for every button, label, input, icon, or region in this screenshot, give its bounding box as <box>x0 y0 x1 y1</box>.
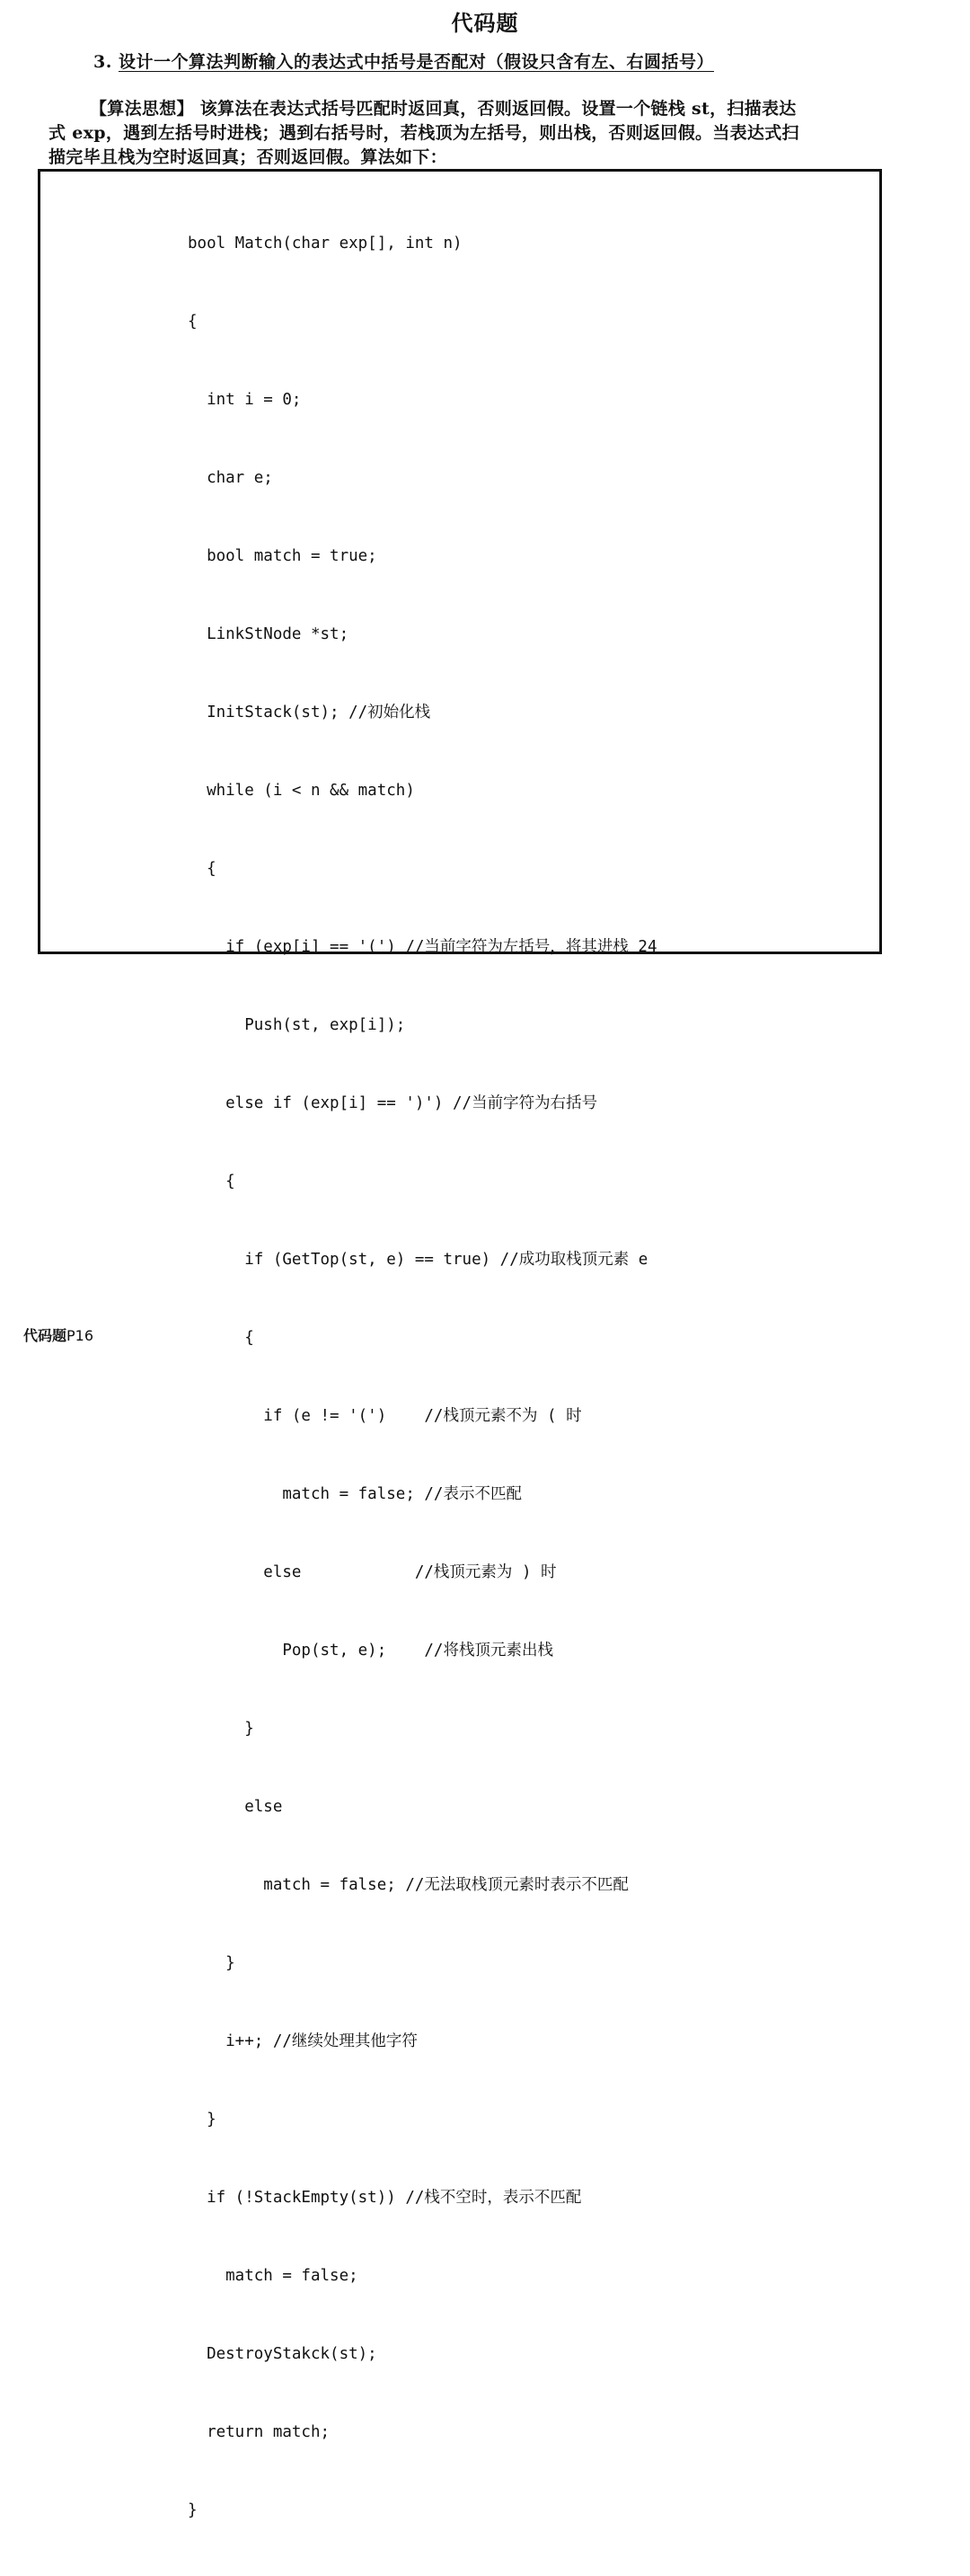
code-line: match = false; //表示不匹配 <box>188 1485 522 1503</box>
code-line: DestroyStakck(st); <box>188 2345 377 2363</box>
code-line: if (GetTop(st, e) == true) //成功取栈顶元素 e <box>188 1251 648 1269</box>
code-line: else <box>188 1798 283 1816</box>
code-line: if (!StackEmpty(st)) //栈不空时，表示不匹配 <box>188 2189 582 2207</box>
code-line: return match; <box>188 2423 331 2441</box>
code-line: InitStack(st); //初始化栈 <box>188 704 431 721</box>
idea-line: 描完毕且栈为空时返回真；否则返回假。算法如下： <box>48 147 447 167</box>
code-line: char e; <box>188 469 273 487</box>
idea-line: 式 exp，遇到左括号时进栈；遇到右括号时，若栈顶为左括号，则出栈，否则返回假。当表达式扫 <box>48 123 799 143</box>
code-line: bool match = true; <box>188 547 377 565</box>
page-title: 代码题 <box>451 11 519 36</box>
code-line: Push(st, exp[i]); <box>188 1016 406 1034</box>
code-line: if (e != '(') //栈顶元素不为 ( 时 <box>188 1407 582 1425</box>
code-line: int i = 0; <box>188 391 302 409</box>
question-heading <box>93 49 714 73</box>
algorithm-idea-paragraph <box>48 97 884 170</box>
code-line: } <box>188 2111 216 2129</box>
code-line: bool Match(char exp[], int n) <box>188 235 463 252</box>
code-line: Pop(st, e); //将栈顶元素出栈 <box>188 1642 553 1660</box>
idea-line: 【算法思想】 该算法在表达式括号匹配时返回真，否则返回假。设置一个链栈 st，扫描表达 <box>90 99 797 119</box>
code-line: else //栈顶元素为 ) 时 <box>188 1563 557 1581</box>
code-line: i++; //继续处理其他字符 <box>188 2032 418 2050</box>
question-text: 设计一个算法判断输入的表达式中括号是否配对（假设只含有左、右圆括号） <box>118 52 714 72</box>
code-listing <box>188 179 657 2576</box>
code-line: if (exp[i] == '(') //当前字符为左括号，将其进栈 24 <box>188 938 657 956</box>
code-line: } <box>188 1720 254 1738</box>
footer-page-number: P16 <box>66 1327 94 1344</box>
code-line: { <box>188 1173 235 1191</box>
code-line: else if (exp[i] == ')') //当前字符为右括号 <box>188 1094 598 1112</box>
code-line: } <box>188 1954 235 1972</box>
question-number: 3. <box>93 52 112 72</box>
code-line: } <box>188 2501 198 2519</box>
code-line: { <box>188 313 198 331</box>
code-line: match = false; //无法取栈顶元素时表示不匹配 <box>188 1876 629 1894</box>
code-line: LinkStNode *st; <box>188 625 349 643</box>
code-line: match = false; <box>188 2267 358 2285</box>
code-line: { <box>188 860 216 878</box>
code-line: while (i < n && match) <box>188 782 415 800</box>
footer-label: 代码题 <box>23 1327 67 1344</box>
code-line: { <box>188 1329 254 1347</box>
page-footer <box>23 1324 93 1345</box>
